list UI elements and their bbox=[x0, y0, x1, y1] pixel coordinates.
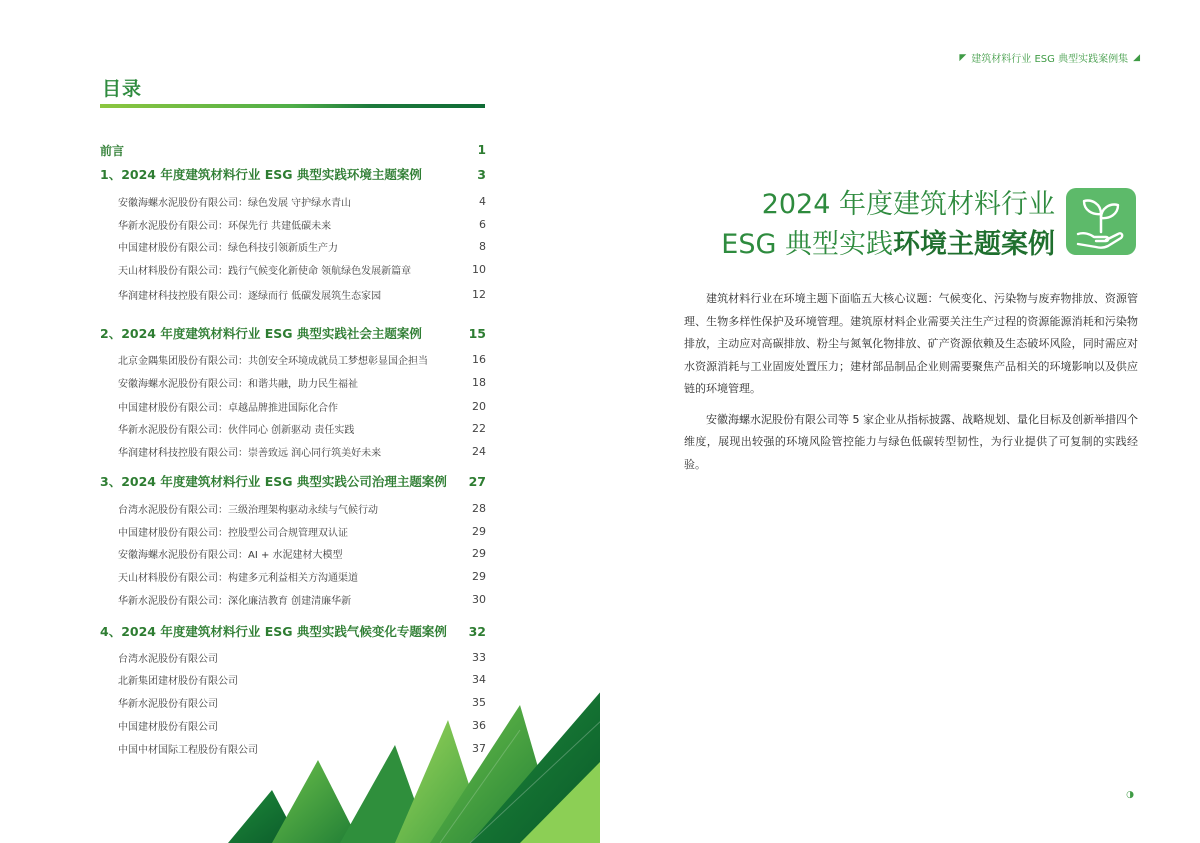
toc-entry-page: 29 bbox=[472, 546, 486, 560]
toc-entry-text: 安徽海螺水泥股份有限公司：绿色发展 守护绿水青山 bbox=[118, 197, 352, 209]
toc-entry-page: 20 bbox=[472, 399, 486, 413]
toc-entry-page: 22 bbox=[472, 421, 486, 435]
toc-title: 目录 bbox=[102, 78, 143, 100]
running-header bbox=[959, 50, 1140, 65]
toc-entry-text: 安徽海螺水泥股份有限公司：和谐共融，助力民生福祉 bbox=[118, 378, 358, 390]
toc-entry-page: 10 bbox=[472, 262, 486, 276]
toc-entry-page: 1 bbox=[477, 143, 486, 157]
toc-entry-page: 16 bbox=[472, 352, 486, 366]
toc-entry-text: 1、2024 年度建筑材料行业 ESG 典型实践环境主题案例 bbox=[100, 167, 422, 182]
toc-entry-page: 15 bbox=[468, 325, 486, 341]
toc-entry-text: 华润建材科技控股有限公司：逐绿而行 低碳发展筑生态家园 bbox=[118, 290, 382, 302]
toc-entry-page: 32 bbox=[468, 623, 486, 639]
chapter-title-line1: 2024 年度建筑材料行业 bbox=[761, 189, 1055, 220]
toc-entry-text: 4、2024 年度建筑材料行业 ESG 典型实践气候变化专题案例 bbox=[100, 624, 447, 639]
toc-entry-page: 37 bbox=[472, 741, 486, 755]
toc-entry-page: 30 bbox=[472, 592, 486, 606]
toc-entry-text: 天山材料股份有限公司：构建多元利益相关方沟通渠道 bbox=[118, 572, 358, 584]
toc-entry-text: 华润建材科技控股有限公司：崇善致远 润心同行筑美好未来 bbox=[118, 447, 382, 459]
toc-entry-text: 天山材料股份有限公司：践行气候变化新使命 领航绿色发展新篇章 bbox=[118, 265, 412, 277]
toc-entry-text: 前言 bbox=[100, 143, 125, 158]
toc-entry-text: 华新水泥股份有限公司：环保先行 共建低碳未来 bbox=[118, 220, 332, 232]
intro-paragraph: 安徽海螺水泥股份有限公司等 5 家企业从指标披露、战略规划、量化目标及创新举措四个维度，展现出较强的环境风险管控能力与绿色低碳转型韧性，为行业提供了可复制的实践经验。 bbox=[684, 412, 1138, 471]
toc-entry-text: 华新水泥股份有限公司：伙伴同心 创新驱动 责任实践 bbox=[118, 424, 355, 436]
section-intro-body bbox=[684, 288, 1138, 484]
running-header-text: 建筑材料行业 ESG 典型实践案例集 bbox=[971, 54, 1129, 65]
chapter-title-emphasis: 环境主题案例 bbox=[893, 229, 1055, 260]
chapter-title-line2 bbox=[670, 222, 1055, 261]
chapter-title-prefix: ESG 典型实践 bbox=[721, 229, 893, 260]
toc-entry-page: 34 bbox=[472, 672, 486, 686]
toc-entry-page: 8 bbox=[479, 239, 486, 253]
toc-entry-text: 2、2024 年度建筑材料行业 ESG 典型实践社会主题案例 bbox=[100, 326, 422, 341]
toc-entry-page: 6 bbox=[479, 217, 486, 231]
toc-entry-page: 29 bbox=[472, 569, 486, 583]
toc-entry-page: 29 bbox=[472, 524, 486, 538]
toc-entry-text: 北新集团建材股份有限公司 bbox=[118, 675, 238, 687]
toc-entry-text: 中国建材股份有限公司：绿色科技引领新质生产力 bbox=[118, 242, 338, 254]
toc-entry-text: 华新水泥股份有限公司：深化廉洁教育 创建清廉华新 bbox=[118, 595, 352, 607]
toc-entry-text: 中国建材股份有限公司：控股型公司合规管理双认证 bbox=[118, 527, 348, 539]
toc-entry-page: 24 bbox=[472, 444, 486, 458]
toc-entry-text: 中国建材股份有限公司 bbox=[118, 721, 218, 733]
toc-entry-text: 北京金隅集团股份有限公司：共创安全环境成就员工梦想彰显国企担当 bbox=[118, 355, 428, 367]
toc-entry-page: 33 bbox=[472, 650, 486, 664]
corner-mark-icon: ◢ bbox=[1133, 52, 1140, 63]
toc-entry-text: 中国建材股份有限公司：卓越品牌推进国际化合作 bbox=[118, 402, 338, 414]
plant-in-hand-icon bbox=[1066, 188, 1136, 255]
leaf-shape bbox=[272, 760, 360, 843]
intro-paragraph: 建筑材料行业在环境主题下面临五大核心议题：气候变化、污染物与废弃物排放、资源管理、生物多样性保护及环境管理。建筑原材料企业需要关注生产过程的资源能源消耗和污染物排放，主动应对高碳排放、粉尘与氮氧化物排放、矿产资源依赖及生态破坏风险，同时需应对水资源消耗与工业固废处置压力；建材部品制品企业则需要聚焦产品相关的环境影响以及供应链的环境管理。 bbox=[684, 292, 1138, 395]
toc-entry-text: 台湾水泥股份有限公司 bbox=[118, 653, 218, 665]
toc-entry-page: 35 bbox=[472, 695, 486, 709]
toc-entry-text: 安徽海螺水泥股份有限公司：AI + 水泥建材大模型 bbox=[118, 549, 343, 561]
toc-entry-page: 28 bbox=[472, 501, 486, 515]
page-number: ◑ bbox=[1126, 790, 1134, 800]
toc-entry-text: 华新水泥股份有限公司 bbox=[118, 698, 218, 710]
toc-entry-page: 36 bbox=[472, 718, 486, 732]
section-intro-page bbox=[600, 0, 1200, 843]
toc-entry-page: 3 bbox=[477, 166, 486, 182]
corner-mark-icon: ◤ bbox=[959, 52, 967, 63]
toc-entry-text: 台湾水泥股份有限公司：三级治理架构驱动永续与气候行动 bbox=[118, 504, 378, 516]
toc-entry-page: 4 bbox=[479, 194, 486, 208]
toc-entry-page: 18 bbox=[472, 375, 486, 389]
toc-entry-text: 中国中材国际工程股份有限公司 bbox=[118, 744, 258, 756]
toc-entry-page: 12 bbox=[472, 287, 486, 301]
toc-entry-page: 27 bbox=[468, 473, 486, 489]
toc-entry-text: 3、2024 年度建筑材料行业 ESG 典型实践公司治理主题案例 bbox=[100, 474, 447, 489]
